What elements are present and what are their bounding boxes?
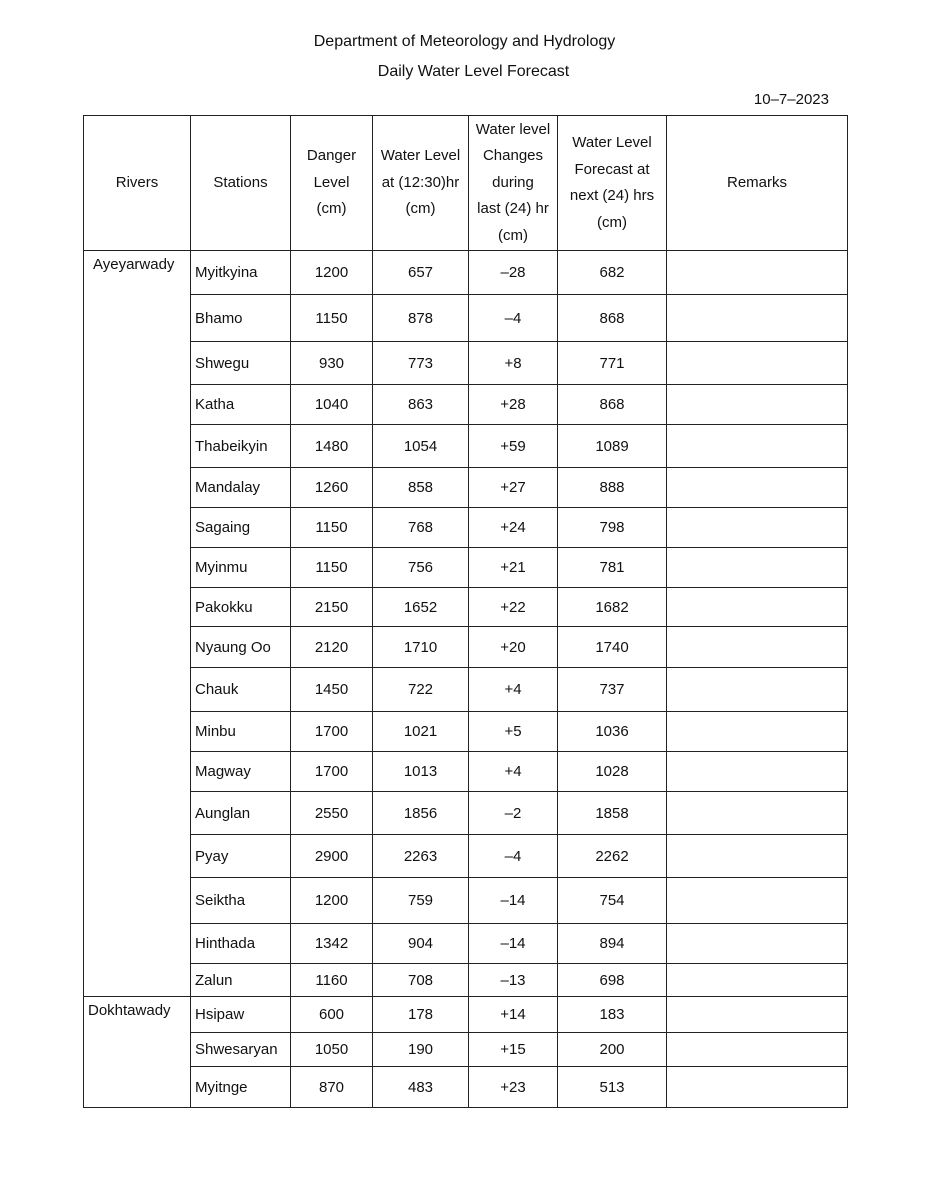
danger-level-cell: 2900 [291,835,373,878]
danger-level-cell: 870 [291,1067,373,1108]
station-cell: Shwesaryan [191,1033,291,1067]
danger-level-cell: 2150 [291,588,373,627]
forecast-cell: 1036 [558,712,667,752]
change-cell: –14 [469,878,558,924]
forecast-cell: 1682 [558,588,667,627]
remarks-cell [667,792,848,835]
table-row [84,588,848,627]
water-level-table [83,115,848,1108]
station-cell: Minbu [191,712,291,752]
change-cell: +14 [469,997,558,1033]
current-level-cell: 708 [373,964,469,997]
current-level-cell: 178 [373,997,469,1033]
change-cell: +59 [469,425,558,468]
current-level-cell: 1652 [373,588,469,627]
station-cell: Pyay [191,835,291,878]
forecast-cell: 1858 [558,792,667,835]
danger-level-cell: 1160 [291,964,373,997]
table-row [84,385,848,425]
change-cell: –28 [469,251,558,295]
current-level-cell: 722 [373,668,469,712]
forecast-cell: 868 [558,385,667,425]
remarks-cell [667,997,848,1033]
danger-level-cell: 2120 [291,627,373,668]
table-row [84,997,848,1033]
current-level-cell: 759 [373,878,469,924]
forecast-cell: 200 [558,1033,667,1067]
change-cell: +23 [469,1067,558,1108]
danger-level-cell: 1050 [291,1033,373,1067]
change-cell: –2 [469,792,558,835]
table-row [84,1033,848,1067]
current-level-cell: 768 [373,508,469,548]
change-cell: +15 [469,1033,558,1067]
remarks-cell [667,385,848,425]
current-level-cell: 657 [373,251,469,295]
remarks-cell [667,627,848,668]
current-level-cell: 756 [373,548,469,588]
forecast-cell: 754 [558,878,667,924]
current-level-cell: 878 [373,295,469,342]
remarks-cell [667,878,848,924]
danger-level-cell: 1150 [291,548,373,588]
forecast-cell: 698 [558,964,667,997]
remarks-cell [667,835,848,878]
forecast-cell: 682 [558,251,667,295]
current-level-cell: 1856 [373,792,469,835]
current-level-cell: 863 [373,385,469,425]
table-row [84,1067,848,1108]
forecast-cell: 798 [558,508,667,548]
danger-level-cell: 1480 [291,425,373,468]
table-row [84,425,848,468]
column-header-current-level: Water Level at (12:30)hr (cm) [373,116,469,251]
remarks-cell [667,251,848,295]
forecast-cell: 1028 [558,752,667,792]
column-header-stations: Stations [191,116,291,251]
remarks-cell [667,924,848,964]
station-cell: Bhamo [191,295,291,342]
station-cell: Seiktha [191,878,291,924]
station-cell: Pakokku [191,588,291,627]
forecast-cell: 868 [558,295,667,342]
change-cell: +21 [469,548,558,588]
current-level-cell: 483 [373,1067,469,1108]
table-header-row [84,116,848,251]
table-row [84,835,848,878]
current-level-cell: 2263 [373,835,469,878]
station-cell: Sagaing [191,508,291,548]
column-header-remarks: Remarks [667,116,848,251]
table-row [84,627,848,668]
report-date: 10–7–2023 [753,91,829,108]
current-level-cell: 904 [373,924,469,964]
forecast-cell: 888 [558,468,667,508]
station-cell: Katha [191,385,291,425]
change-cell: +8 [469,342,558,385]
table-row [84,924,848,964]
current-level-cell: 1054 [373,425,469,468]
danger-level-cell: 1450 [291,668,373,712]
change-cell: +4 [469,752,558,792]
danger-level-cell: 2550 [291,792,373,835]
table-row [84,342,848,385]
column-header-danger-level: Danger Level (cm) [291,116,373,251]
department-title: Department of Meteorology and Hydrology [313,33,616,50]
table-row [84,878,848,924]
column-header-forecast: Water Level Forecast at next (24) hrs (cm) [558,116,667,251]
station-cell: Myitnge [191,1067,291,1108]
forecast-cell: 781 [558,548,667,588]
danger-level-cell: 1040 [291,385,373,425]
change-cell: +20 [469,627,558,668]
remarks-cell [667,295,848,342]
station-cell: Magway [191,752,291,792]
remarks-cell [667,1067,848,1108]
change-cell: +27 [469,468,558,508]
station-cell: Nyaung Oo [191,627,291,668]
remarks-cell [667,342,848,385]
forecast-cell: 771 [558,342,667,385]
change-cell: +22 [469,588,558,627]
table-row [84,251,848,295]
station-cell: Zalun [191,964,291,997]
change-cell: –4 [469,295,558,342]
report-title: Daily Water Level Forecast [377,63,570,80]
forecast-cell: 1740 [558,627,667,668]
danger-level-cell: 600 [291,997,373,1033]
forecast-cell: 513 [558,1067,667,1108]
table-row [84,548,848,588]
table-row [84,468,848,508]
change-cell: +5 [469,712,558,752]
change-cell: +28 [469,385,558,425]
table-row [84,752,848,792]
remarks-cell [667,668,848,712]
station-cell: Aunglan [191,792,291,835]
forecast-cell: 894 [558,924,667,964]
current-level-cell: 1710 [373,627,469,668]
change-cell: –13 [469,964,558,997]
current-level-cell: 190 [373,1033,469,1067]
table-row [84,508,848,548]
river-name-cell: Ayeyarwady [84,251,191,997]
forecast-cell: 1089 [558,425,667,468]
station-cell: Chauk [191,668,291,712]
danger-level-cell: 1260 [291,468,373,508]
danger-level-cell: 1700 [291,712,373,752]
station-cell: Mandalay [191,468,291,508]
forecast-cell: 2262 [558,835,667,878]
change-cell: +4 [469,668,558,712]
change-cell: –4 [469,835,558,878]
change-cell: –14 [469,924,558,964]
danger-level-cell: 1200 [291,251,373,295]
table-row [84,668,848,712]
remarks-cell [667,548,848,588]
table-row [84,295,848,342]
remarks-cell [667,468,848,508]
current-level-cell: 1021 [373,712,469,752]
remarks-cell [667,964,848,997]
remarks-cell [667,425,848,468]
current-level-cell: 858 [373,468,469,508]
remarks-cell [667,588,848,627]
station-cell: Myinmu [191,548,291,588]
table-row [84,712,848,752]
forecast-cell: 737 [558,668,667,712]
danger-level-cell: 1200 [291,878,373,924]
danger-level-cell: 1150 [291,508,373,548]
remarks-cell [667,712,848,752]
change-cell: +24 [469,508,558,548]
station-cell: Hsipaw [191,997,291,1033]
danger-level-cell: 1342 [291,924,373,964]
station-cell: Thabeikyin [191,425,291,468]
danger-level-cell: 930 [291,342,373,385]
current-level-cell: 1013 [373,752,469,792]
river-name-cell: Dokhtawady [84,997,191,1108]
station-cell: Myitkyina [191,251,291,295]
table-row [84,792,848,835]
remarks-cell [667,508,848,548]
station-cell: Hinthada [191,924,291,964]
column-header-change: Water level Changes during last (24) hr (cm) [469,116,558,251]
current-level-cell: 773 [373,342,469,385]
danger-level-cell: 1150 [291,295,373,342]
danger-level-cell: 1700 [291,752,373,792]
table-row [84,964,848,997]
forecast-cell: 183 [558,997,667,1033]
station-cell: Shwegu [191,342,291,385]
remarks-cell [667,1033,848,1067]
remarks-cell [667,752,848,792]
column-header-rivers: Rivers [84,116,191,251]
